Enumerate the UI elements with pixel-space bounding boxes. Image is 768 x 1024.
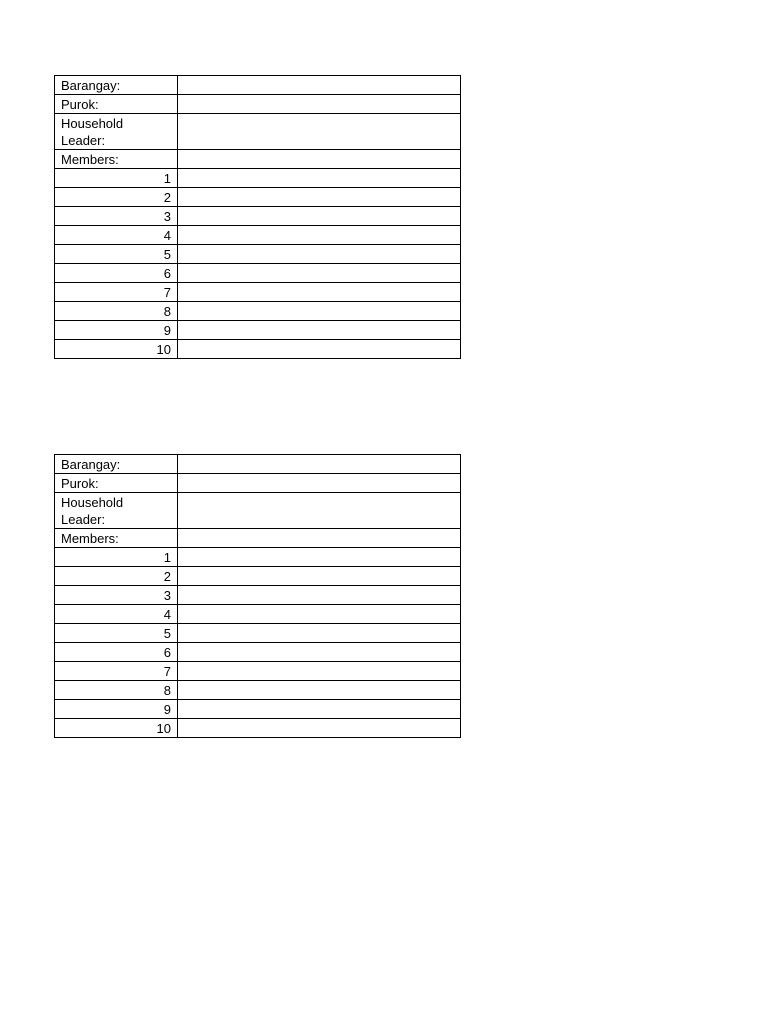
- barangay-row: [55, 76, 461, 95]
- member-name-cell[interactable]: [178, 340, 461, 359]
- member-name-cell[interactable]: [178, 226, 461, 245]
- barangay-row: [55, 455, 461, 474]
- household-leader-value-cell[interactable]: [178, 493, 461, 529]
- member-name-cell[interactable]: [178, 321, 461, 340]
- member-name-cell[interactable]: [178, 548, 461, 567]
- members-row: [55, 529, 461, 548]
- member-name-cell[interactable]: [178, 264, 461, 283]
- member-number: 2: [55, 567, 178, 586]
- member-name-cell[interactable]: [178, 681, 461, 700]
- member-number: 8: [55, 302, 178, 321]
- member-number: 10: [55, 719, 178, 738]
- barangay-label: Barangay:: [55, 76, 178, 95]
- member-number: 5: [55, 245, 178, 264]
- member-row: [55, 169, 461, 188]
- member-number: 3: [55, 207, 178, 226]
- member-row: [55, 245, 461, 264]
- purok-row: [55, 474, 461, 493]
- member-row: [55, 548, 461, 567]
- household-form-1: [54, 75, 461, 359]
- member-number: 4: [55, 226, 178, 245]
- members-row: [55, 150, 461, 169]
- member-name-cell[interactable]: [178, 700, 461, 719]
- member-row: [55, 207, 461, 226]
- member-row: [55, 662, 461, 681]
- member-name-cell[interactable]: [178, 624, 461, 643]
- member-number: 6: [55, 643, 178, 662]
- household-leader-value-cell[interactable]: [178, 114, 461, 150]
- member-row: [55, 188, 461, 207]
- purok-label: Purok:: [55, 95, 178, 114]
- member-name-cell[interactable]: [178, 586, 461, 605]
- member-row: [55, 226, 461, 245]
- member-name-cell[interactable]: [178, 719, 461, 738]
- barangay-value-cell[interactable]: [178, 76, 461, 95]
- household-leader-row: [55, 493, 461, 529]
- member-name-cell[interactable]: [178, 567, 461, 586]
- member-row: [55, 283, 461, 302]
- household-leader-label: [55, 493, 178, 529]
- purok-value-cell[interactable]: [178, 474, 461, 493]
- member-name-cell[interactable]: [178, 643, 461, 662]
- members-value-cell[interactable]: [178, 529, 461, 548]
- member-number: 7: [55, 283, 178, 302]
- member-row: [55, 643, 461, 662]
- member-name-cell[interactable]: [178, 605, 461, 624]
- member-number: 1: [55, 548, 178, 567]
- member-name-cell[interactable]: [178, 169, 461, 188]
- members-label: Members:: [55, 529, 178, 548]
- member-number: 5: [55, 624, 178, 643]
- member-number: 7: [55, 662, 178, 681]
- member-name-cell[interactable]: [178, 245, 461, 264]
- household-form-2: [54, 454, 461, 738]
- member-number: 4: [55, 605, 178, 624]
- members-label: Members:: [55, 150, 178, 169]
- barangay-label: Barangay:: [55, 455, 178, 474]
- member-row: [55, 567, 461, 586]
- member-row: [55, 681, 461, 700]
- purok-row: [55, 95, 461, 114]
- purok-value-cell[interactable]: [178, 95, 461, 114]
- household-leader-label-line1: Household: [61, 115, 124, 131]
- member-number: 6: [55, 264, 178, 283]
- member-name-cell[interactable]: [178, 302, 461, 321]
- household-leader-label-line2: Leader:: [61, 511, 106, 527]
- member-name-cell[interactable]: [178, 188, 461, 207]
- member-number: 1: [55, 169, 178, 188]
- members-value-cell[interactable]: [178, 150, 461, 169]
- household-leader-label: [55, 114, 178, 150]
- household-leader-label-line1: Household: [61, 494, 124, 510]
- member-row: [55, 719, 461, 738]
- member-name-cell[interactable]: [178, 207, 461, 226]
- member-number: 9: [55, 321, 178, 340]
- purok-label: Purok:: [55, 474, 178, 493]
- household-leader-label-line2: Leader:: [61, 132, 106, 148]
- member-row: [55, 624, 461, 643]
- member-row: [55, 586, 461, 605]
- member-number: 10: [55, 340, 178, 359]
- member-row: [55, 302, 461, 321]
- member-row: [55, 700, 461, 719]
- member-number: 3: [55, 586, 178, 605]
- member-row: [55, 605, 461, 624]
- member-row: [55, 340, 461, 359]
- member-row: [55, 321, 461, 340]
- member-number: 9: [55, 700, 178, 719]
- member-number: 8: [55, 681, 178, 700]
- barangay-value-cell[interactable]: [178, 455, 461, 474]
- member-row: [55, 264, 461, 283]
- member-name-cell[interactable]: [178, 662, 461, 681]
- member-name-cell[interactable]: [178, 283, 461, 302]
- member-number: 2: [55, 188, 178, 207]
- household-leader-row: [55, 114, 461, 150]
